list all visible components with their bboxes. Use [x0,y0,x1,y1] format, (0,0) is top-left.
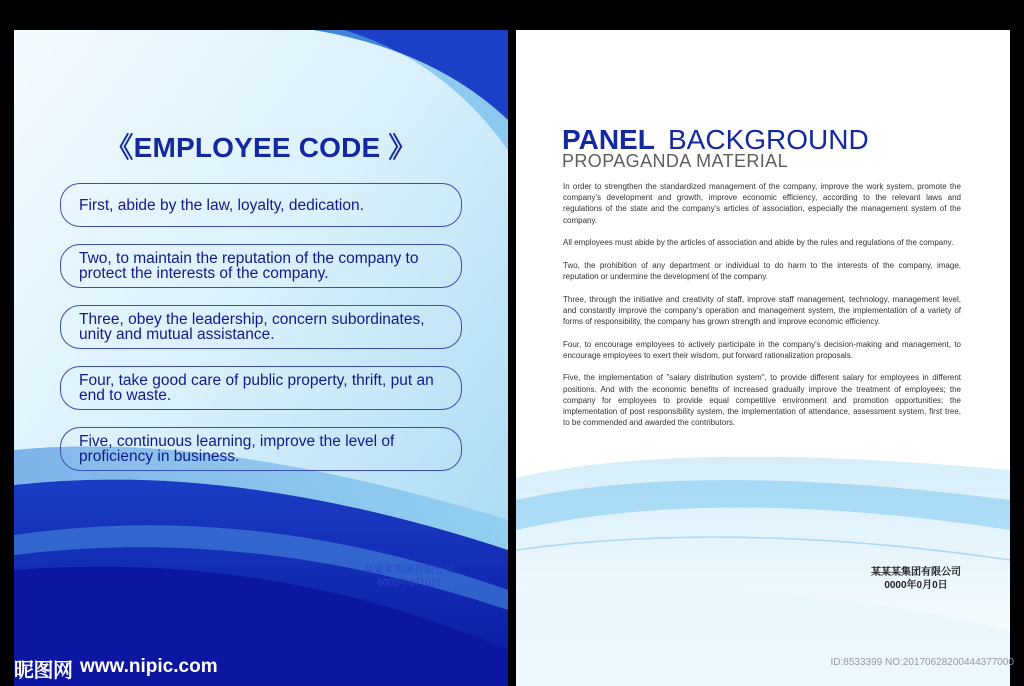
code-item-1 [60,183,462,227]
company-date: 0000年0月0日 [377,578,441,589]
code-item-3 [60,305,462,349]
company-block [354,564,464,590]
propaganda-panel [516,30,1010,686]
code-item-text: First, abide by the law, loyalty, dedication. [79,196,364,214]
nipic-logo: 昵图网 [14,658,73,682]
company-name: 某某某集团有限公司 [364,565,454,576]
body-paragraph: Four, to encourage employees to actively participate in the company's decision-making and management, to encourage employees to exert their wisdom, put forward rationalization proposals. [563,339,961,360]
body-paragraph: Five, the implementation of "salary distribution system", to provide different salary for employees in different positions. And with the economic benefits of increased gradually improve the treatment of employees; the company for employees to provide equal competitive environment and promotion opportunities; the implementation of post responsibility system, the implementation of attendance, assessment system, first tree, to be commended and awarded the contributors. [563,373,961,428]
company-date: 0000年0月0日 [884,580,948,591]
body-paragraph: Two, the prohibition of any department or individual to do harm to the interests of the company, image, reputation or undermine the development of the company. [563,260,961,281]
panel-title-regular: BACKGROUND [668,124,869,155]
company-block [866,566,966,592]
body-paragraph: Three, through the initiative and creativity of staff, improve staff management, technology, management level, and constantly improve the company's operation and management system, the implementation of a variety of forms of responsibility, the company has grown strength and improve economic efficiency. [563,294,961,326]
code-item-text: Two, to maintain the reputation of the company to protect the interests of the company. [79,250,419,282]
image-id-watermark: ID:8533399 NO:20170628200444377000 [830,657,1014,668]
code-item-text: Four, take good care of public property, thrift, put an end to waste. [79,372,434,404]
nipic-url[interactable]: www.nipic.com [80,656,218,677]
code-item-text: Three, obey the leadership, concern subordinates, unity and mutual assistance. [79,311,425,343]
code-item-4 [60,366,462,410]
body-paragraph: All employees must abide by the articles of association and abide by the rules and regulations of the company. [563,238,954,248]
code-item-2 [60,244,462,288]
company-name: 某某某集团有限公司 [871,567,961,578]
employee-code-panel [14,30,508,686]
code-item-5 [60,427,462,471]
body-text [563,181,961,440]
panel-title-bold: PANEL [562,124,655,155]
code-item-text: Five, continuous learning, improve the level of proficiency in business. [79,433,395,465]
body-paragraph: In order to strengthen the standardized management of the company, improve the work system, promote the company's development and growth, improve economic efficiency, according to the relevant laws and regulations of the state and the company's articles of association, especially the management system of the company. [563,182,961,225]
employee-code-title: 《EMPLOYEE CODE 》 [105,132,417,163]
panel-subtitle: PROPAGANDA MATERIAL [562,151,788,171]
